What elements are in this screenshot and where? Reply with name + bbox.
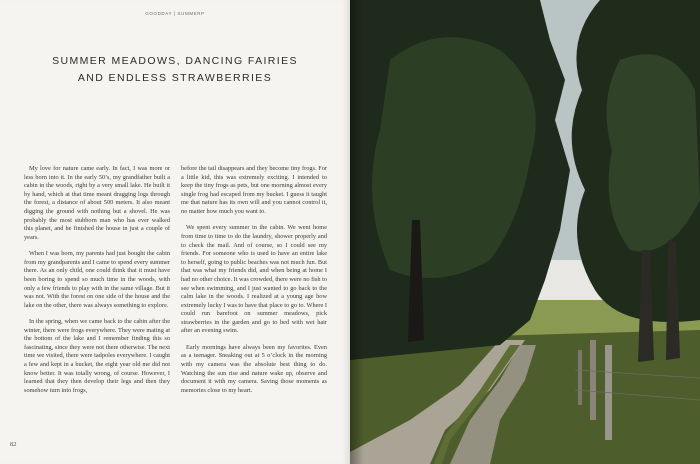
paragraph: My love for nature came early. In fact, I was more or less born into it. In the early 50’s, my grandfather built a cabin in the woods, right by a very small lake. He built it by hand, which at that time meant dragging logs through the forest, a distance of about 500 meters. It also meant digging the ground with nothing but a shovel. He was probably the most stubborn man who has ever walked this planet, and he finished the house in just a couple of years. xyxy=(24,165,170,241)
fence-post xyxy=(578,350,582,405)
title-line-1: SUMMER MEADOWS, DANCING FAIRIES xyxy=(52,55,298,67)
paragraph: before the tail disappears and they become tiny frogs. For a little kid, this was extremely exciting. I intended to keep the tiny frogs as pets, but one morning almost every single frog had escaped from my bucket. I guess it taught me that nature has its own will and you cannot control it, no matter how much you want to. xyxy=(181,165,327,215)
text-column-left xyxy=(24,165,170,403)
running-head: GOODDAY | SUMMERP xyxy=(145,11,205,16)
fence-post xyxy=(590,340,596,420)
title-line-2: AND ENDLESS STRAWBERRIES xyxy=(77,72,273,84)
landscape-photo xyxy=(350,0,700,464)
page-number: 82 xyxy=(10,441,17,448)
paragraph: When I was born, my parents had just bought the cabin from my grandparents and I came to spend every summer there. As an only child, one could think that it must have been boring to spend so much time in the woods, with only a few friends to play with in the same village. But it was not. With the forest on one side of the house and the lake on the other, there was always something to explore. xyxy=(24,250,170,309)
page-gutter-shadow xyxy=(350,0,364,464)
text-column-right xyxy=(181,165,327,403)
right-trees-highlight xyxy=(607,54,700,251)
paragraph: In the spring, when we came back to the cabin after the winter, there were frogs everywhere. They were mating at the bottom of the lake and I remember finding this so fascinating, since they were not there otherwise. The next time we visited, there were tadpoles everywhere. I caught a few and kept in a bucket, the eight year old me did not know better. It was totally wrong, of course. However, I learned that they then develop their legs and then they somehow turn into frogs, xyxy=(24,318,170,394)
article-title xyxy=(20,53,330,87)
photo-page xyxy=(350,0,700,464)
paragraph: We spent every summer in the cabin. We went home from time to time to do the laundry, shower properly and to check the mail. And of course, so I could see my friends. For someone who is used to have an entire lake to herself, going to public beaches was not much fun. But that was what my friends did, and when being at home I had no other choice. It was crowded, there were no fish to see when swimming, and I just wanted to go back to the calm lake in the woods. I realized at a young age how extremely lucky I was to have that place to go to. Where I could run barefoot on summer meadows, pick strawberries in the garden and go to bed with wet hair after an evening swim. xyxy=(181,224,327,335)
paragraph: Early mornings have always been my favorites. Even as a teenager. Sneaking out at 5 o’clock in the morning with my camera was the absolute best thing to do. Watching the sun rise and nature wake up, observe and document it with my camera. Saving those moments as memories close to my heart. xyxy=(181,343,327,394)
